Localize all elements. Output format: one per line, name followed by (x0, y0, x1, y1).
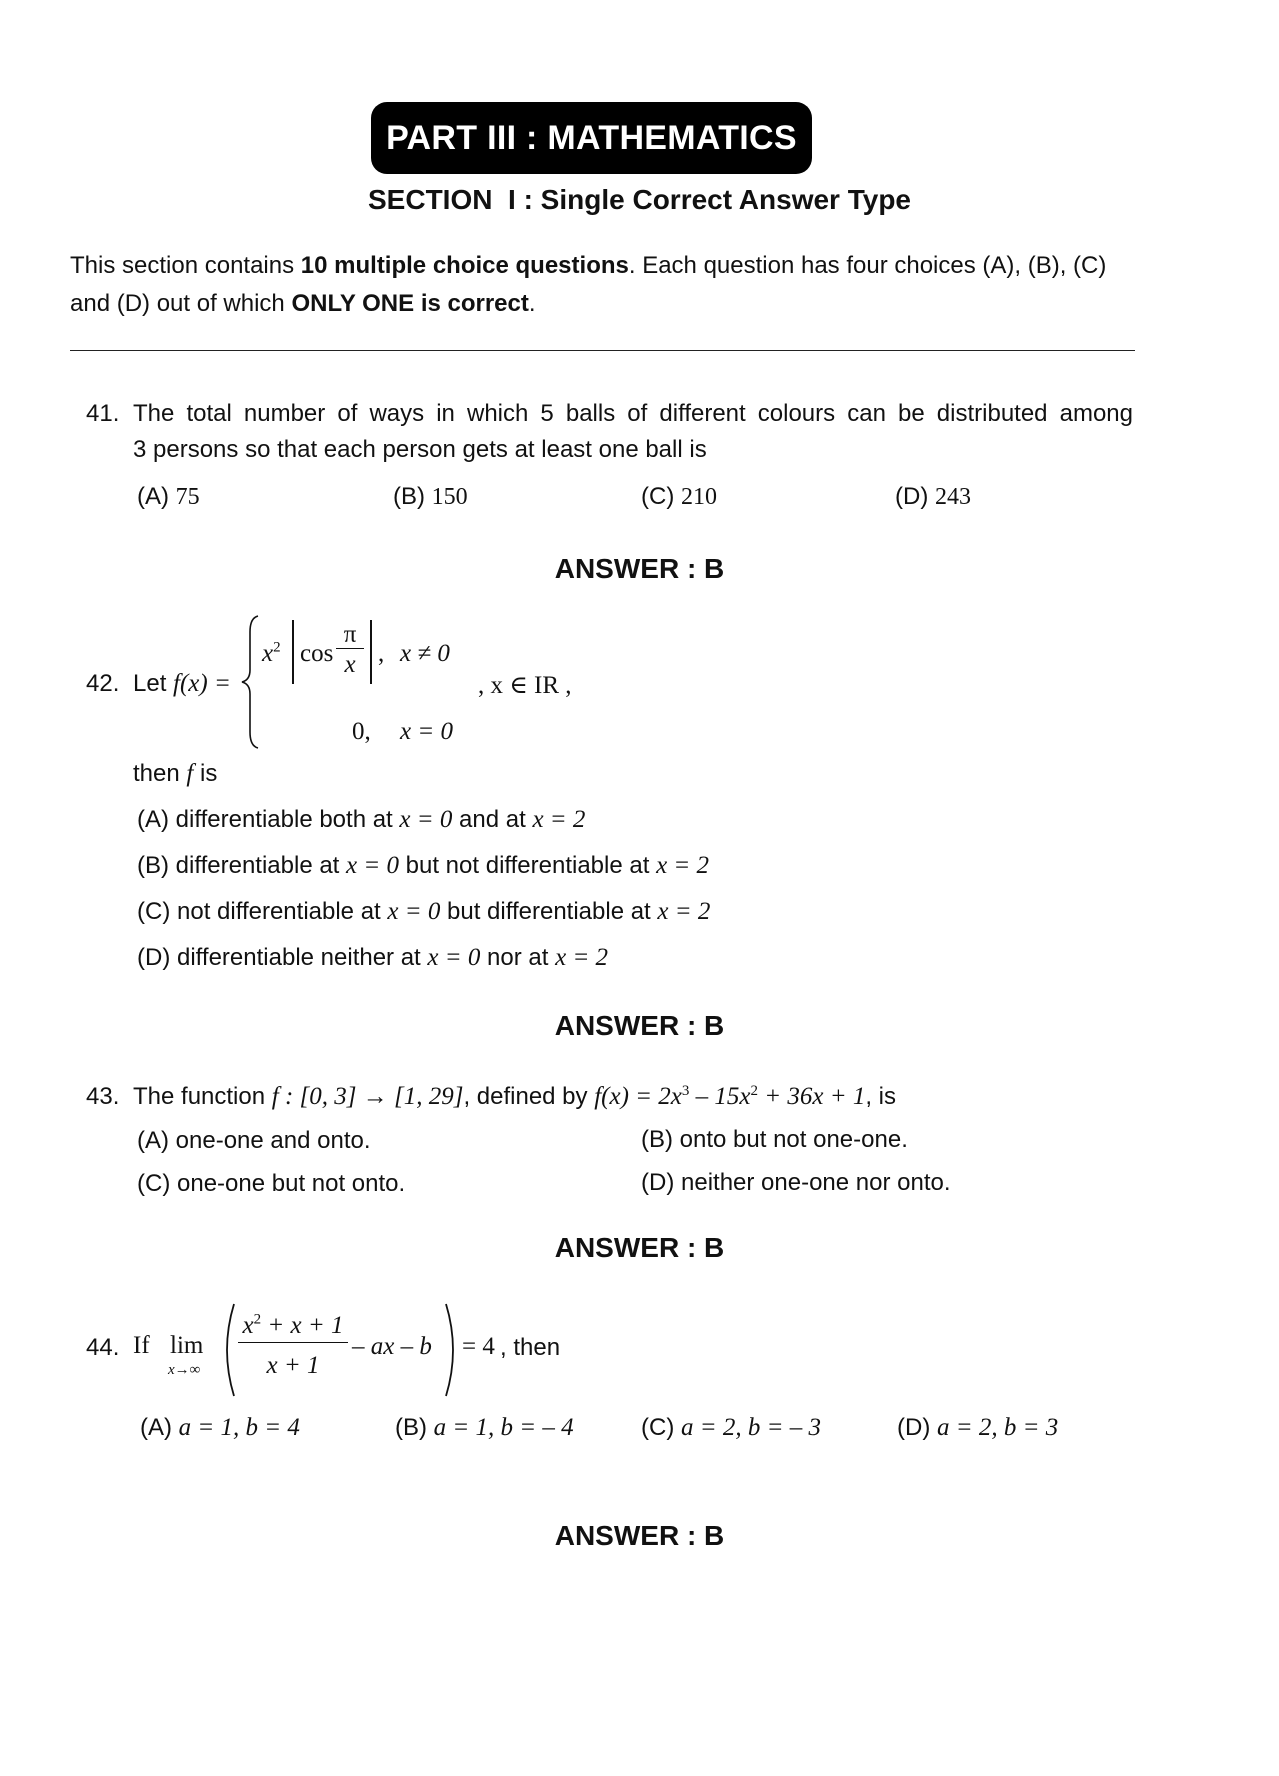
limit-denominator: x + 1 (266, 1352, 320, 1379)
answer-41: ANSWER : B (554, 553, 725, 584)
then-label: , then (500, 1334, 561, 1361)
option-a: (A) 75 (137, 483, 200, 510)
cos-label: cos (300, 640, 334, 667)
option-c: (C) not differentiable at x = 0 but differentiable at x = 2 (137, 898, 711, 925)
question-41-line-1: The total number of ways in which 5 balls of different colours can be distributed among (133, 400, 1133, 427)
option-a: (A) differentiable both at x = 0 and at x = 2 (137, 806, 586, 833)
option-b: (B) 150 (393, 483, 468, 510)
lim-subscript: x→∞ (168, 1362, 201, 1378)
option-d: (D) differentiable neither at x = 0 nor at x = 2 (137, 944, 609, 971)
part-title: PART III : MATHEMATICS (386, 118, 797, 157)
part-title-banner (371, 102, 812, 174)
divider (70, 350, 1135, 351)
section-title: SECTION I : Single Correct Answer Type (368, 184, 911, 215)
option-d: (D) a = 2, b = 3 (897, 1414, 1059, 1441)
option-c: (C) a = 2, b = – 3 (641, 1414, 821, 1441)
question-42-then: then f is (133, 760, 218, 787)
question-41-line-2: 3 persons so that each person gets at least one ball is (133, 436, 707, 463)
case-2-condition: x = 0 (400, 718, 453, 745)
intro-line-1: This section contains 10 multiple choice questions. Each question has four choices (A), (B), (C) (70, 252, 1107, 279)
answer-44: ANSWER : B (554, 1520, 725, 1551)
option-d: (D) neither one-one nor onto. (641, 1169, 951, 1196)
option-a: (A) a = 1, b = 4 (140, 1414, 300, 1441)
abs-bar-left (292, 620, 294, 684)
answer-42: ANSWER : B (554, 1010, 725, 1041)
case-1-condition: x ≠ 0 (400, 640, 450, 667)
option-b: (B) onto but not one-one. (641, 1126, 908, 1153)
option-c: (C) one-one but not onto. (137, 1170, 406, 1197)
question-42-lead: Let f(x) = (133, 670, 231, 697)
case-1-expression: $x^2$ (262, 639, 281, 667)
intro-line-2: and (D) out of which ONLY ONE is correct. (70, 290, 536, 317)
option-a: (A) one-one and onto. (137, 1127, 371, 1154)
abs-bar-right (370, 620, 372, 684)
left-brace (238, 612, 268, 752)
answer-43: ANSWER : B (554, 1232, 725, 1263)
left-paren (216, 1300, 238, 1400)
pi-numerator: π (336, 622, 364, 649)
right-paren (442, 1300, 464, 1400)
if-label: If (133, 1332, 150, 1359)
option-d: (D) 243 (895, 483, 971, 510)
question-number: 44. (86, 1334, 120, 1361)
question-number: 41. (86, 400, 120, 427)
limit-tail: – ax – b (352, 1333, 432, 1360)
limit-numerator: $x^2 + x + 1$ (238, 1310, 348, 1343)
question-43-text: The function f : [0, 3] → [1, 29], defined by $f(x) = 2x^3 - 15x^2 + 36x + 1$, is (133, 1083, 896, 1110)
option-b: (B) differentiable at x = 0 but not differentiable at x = 2 (137, 852, 710, 879)
lim-label: lim (170, 1332, 204, 1359)
question-number: 43. (86, 1083, 120, 1110)
question-number: 42. (86, 670, 120, 697)
case-2-value: 0, (352, 718, 371, 745)
option-b: (B) a = 1, b = – 4 (395, 1414, 574, 1441)
x-denominator: x (344, 651, 356, 678)
option-c: (C) 210 (641, 483, 717, 510)
limit-equals: = 4 (462, 1333, 495, 1360)
comma: , (378, 640, 385, 667)
domain: , x ∈ IR , (478, 672, 572, 699)
